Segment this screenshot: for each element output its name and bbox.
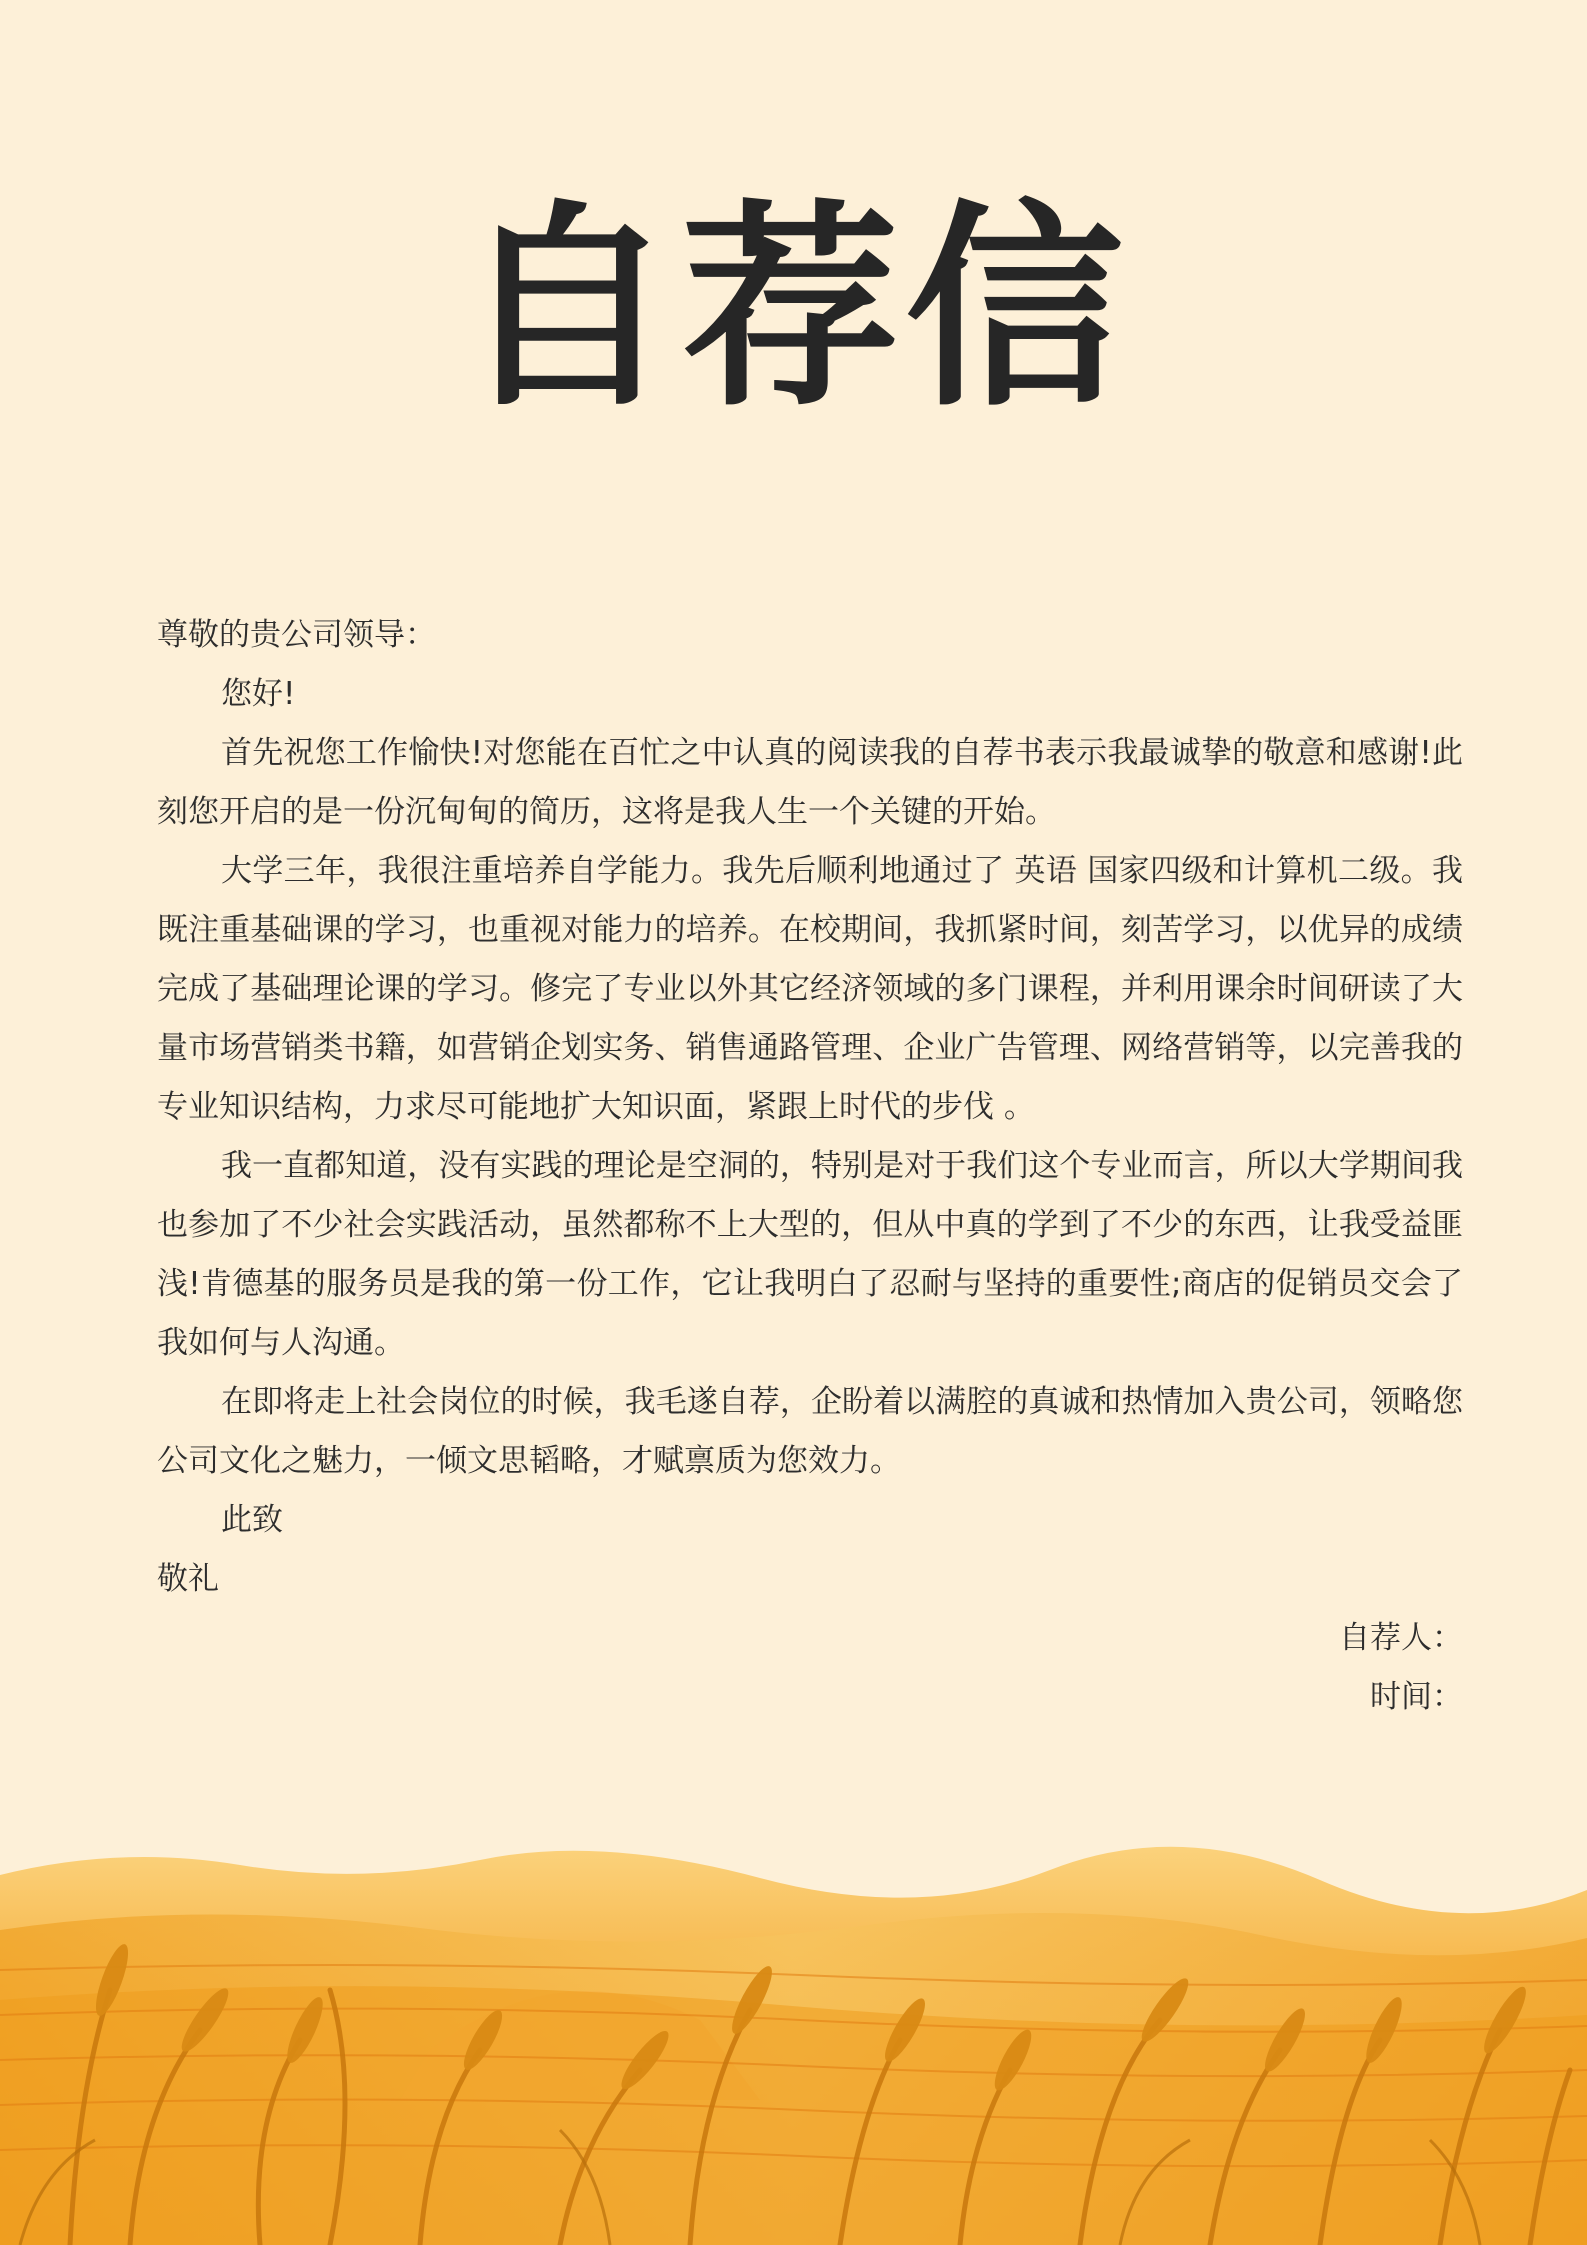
salutation: 尊敬的贵公司领导： xyxy=(157,617,436,653)
paragraph-2: 大学三年，我很注重培养自学能力。我先后顺利地通过了 英语 国家四级和计算机二级。我既注重基础课的学习，也重视对能力的培养。在校期间，我抓紧时间，刻苦学习，以优异的成绩完成了基础理论课的学习。修完了专业以外其它经济领域的多门课程，并利用课余时间研读了大量市场营销类书籍，如营销企划实务、销售通路管理、企业广告管理、网络营销等，以完善我的专业知识结构，力求尽可能地扩大知识面，紧跟上时代的步伐 。 xyxy=(157,853,1463,1125)
paragraph-4: 在即将走上社会岗位的时候，我毛遂自荐，企盼着以满腔的真诚和热情加入贵公司，领略您公司文化之魅力，一倾文思韬略，才赋禀质为您效力。 xyxy=(157,1384,1463,1479)
paragraph-3: 我一直都知道，没有实践的理论是空洞的，特别是对于我们这个专业而言，所以大学期间我也参加了不少社会实践活动，虽然都称不上大型的，但从中真的学到了不少的东西，让我受益匪浅!肯德基的服务员是我的第一份工作，它让我明白了忍耐与坚持的重要性;商店的促销员交会了我如何与人沟通。 xyxy=(157,1148,1463,1361)
date-label: 时间： xyxy=(1370,1679,1463,1715)
wheat-field-illustration xyxy=(0,1840,1587,2245)
signature-label: 自荐人： xyxy=(1339,1620,1463,1656)
letter-body xyxy=(157,606,1463,1727)
closing-2: 敬礼 xyxy=(157,1561,219,1597)
paragraph-1: 首先祝您工作愉快!对您能在百忙之中认真的阅读我的自荐书表示我最诚挚的敬意和感谢!此刻您开启的是一份沉甸甸的简历，这将是我人生一个关键的开始。 xyxy=(157,735,1463,830)
closing-1: 此致 xyxy=(221,1502,283,1538)
letter-title: 自荐信 xyxy=(457,183,1130,436)
greeting: 您好! xyxy=(221,676,296,712)
